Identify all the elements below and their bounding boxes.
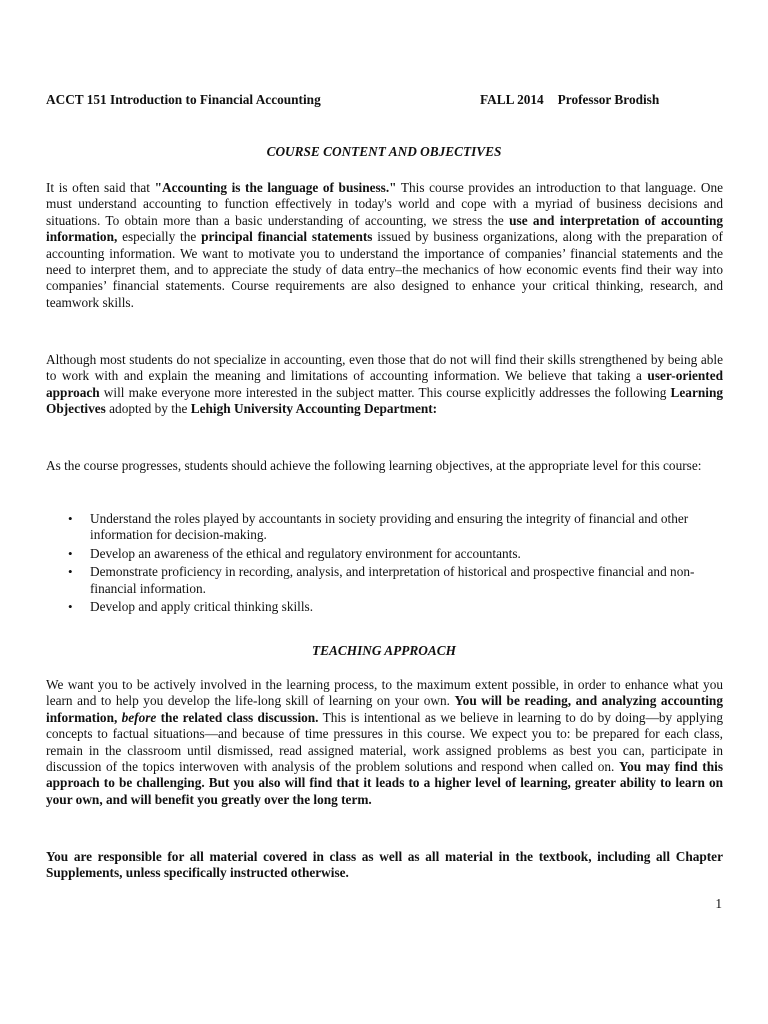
page-number: 1 — [715, 896, 722, 911]
text-run: It is often said that — [46, 180, 155, 195]
list-item-text: Demonstrate proficiency in recording, analysis, and interpretation of historical and prospective financial and non-financial information. — [90, 564, 695, 596]
section-title-course-content: COURSE CONTENT AND OBJECTIVES — [266, 144, 502, 159]
list-item — [46, 511, 723, 544]
text-run: issued by business organizations, along with the preparation of accounting information. We want to motivate you to understand the importance of companies’ financial statements and the need to interpret them, and to appreciate the study of data entry–the mechanics of how economic events find their way into companies’ financial statements. Course requirements are also designed to enhance your critical thinking, research, and teamwork skills. — [46, 229, 723, 310]
learning-objectives-list — [46, 511, 723, 617]
bullet-icon: • — [68, 545, 73, 561]
bold-phrase: Lehigh University Accounting Department: — [190, 401, 438, 417]
intro-paragraph — [46, 180, 723, 311]
bold-phrase: Learning Objectives — [46, 384, 723, 417]
responsibility-paragraph: You are responsible for all material covered in class as well as all material in the textbook, including all Chapter Supplements, unless specifically instructed otherwise. — [46, 849, 723, 881]
term: FALL 2014 — [480, 92, 544, 107]
list-item-text: Understand the roles played by accountants in society providing and ensuring the integrity of financial and other information for decision-making. — [90, 511, 689, 543]
text-run: adopted by the — [105, 401, 191, 417]
bold-phrase: You may find this approach to be challenging. But you also will find that it leads to a higher level of learning, greater ability to learn on your own, and will benefit you greatly over the long term. — [46, 759, 724, 807]
professor: Professor Brodish — [557, 92, 660, 107]
list-item — [46, 599, 723, 615]
text-run: We want you to be actively involved in the learning process, to the maximum extent possible, in order to enhance what you learn and to help you develop the life-long skill of learning on your own. — [46, 677, 723, 709]
bold-italic-word — [122, 710, 157, 725]
bullet-icon: • — [68, 511, 73, 526]
course-title: ACCT 151 Introduction to Financial Accounting — [46, 92, 321, 107]
progress-paragraph: As the course progresses, students should achieve the following learning objectives, at the appropriate level for this course: — [46, 458, 702, 473]
text-run: This course provides an introduction to that language. One must understand accounting to function effectively in today's world and cope with a myriad of business decisions and situations. To obtain more than a basic understanding of accounting, we stress the — [46, 180, 723, 228]
teaching-paragraph — [46, 677, 723, 808]
bullet-icon: • — [68, 564, 73, 580]
bold-phrase: user-oriented approach — [46, 368, 723, 400]
term-professor — [480, 92, 672, 108]
bullet-icon: • — [68, 599, 73, 615]
bold-phrase: the related class discussion. — [156, 709, 319, 725]
section-title-teaching-approach: TEACHING APPROACH — [312, 643, 456, 658]
page-header — [46, 92, 672, 108]
list-item — [46, 546, 723, 562]
list-item-text: Develop an awareness of the ethical and regulatory environment for accountants. — [90, 545, 521, 561]
text-run: Although most students do not specialize in accounting, even those that do not will find their skills strengthened by being able to work with and explain the meaning and limitations of accounting information. We believe that taking a — [46, 352, 723, 384]
text-run: This is intentional as we believe in learning to do by doing—by applying concepts to factual situations—and because of time pressures in this course. We expect you to: be prepared for each class, remain in the classroom until dismissed, read assigned material, work assigned problems as best you can, participate in discussion of the topics interwoven with analysis of the problem solutions and respond when called on. — [46, 709, 724, 775]
list-item — [46, 564, 723, 597]
list-item-text: Develop and apply critical thinking skills. — [90, 599, 314, 615]
bold-phrase: principal financial statements — [201, 229, 373, 245]
bold-phrase: use and interpretation of accounting information, — [46, 212, 723, 245]
text-run: especially the — [117, 229, 202, 245]
objectives-paragraph — [46, 352, 723, 418]
bold-phrase: You will be reading, and analyzing accounting information, — [46, 693, 723, 725]
text-run: will make everyone more interested in the subject matter. This course explicitly addresses the following — [99, 384, 671, 400]
italic-before: before — [121, 709, 157, 725]
bold-quote: "Accounting is the language of business." — [154, 180, 397, 195]
